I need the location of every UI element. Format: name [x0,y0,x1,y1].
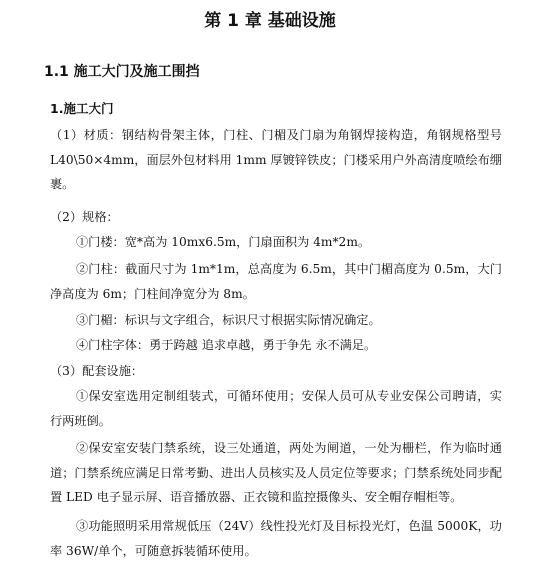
paragraph-material: （1）材质：钢结构骨架主体，门柱、门楣及门扇为角钢焊接构造，角钢规格型号 L40\50×4mm，面层外包材料用 1mm 厚镀锌铁皮；门楼采用户外高清度喷绘布绷裹。 [50,128,502,191]
section-title: 1.1 施工大门及施工围挡 [44,64,200,80]
spec-item-pillar-font: ④门柱字体：勇于跨越 追求卓越，勇于争先 永不满足。 [76,338,377,352]
facility-item-access-control: ②保安室安装门禁系统，设三处通道，两处为闸道，一处为栅栏，作为临时通道；门禁系统应满足日常考勤、进出人员核实及人员定位等要求；门禁系统处同步配置 LED 电子显示屏、语音播放器、正衣镜和监控摄像头、安全帽存帽柜等。 [50,441,502,504]
spec-item-gate-tower: ①门楼：宽*高为 10mx6.5m，门扇面积为 4m*2m。 [76,235,371,249]
spec-item-lintel: ③门楣：标识与文字组合，标识尺寸根据实际情况确定。 [76,313,381,327]
paragraph-facility-label: （3）配套设施： [50,364,144,378]
chapter-title: 第 1 章 基础设施 [204,11,336,31]
facility-item-lighting: ③功能照明采用常规低压（24V）线性投光灯及目标投光灯，色温 5000K，功率 36W/单个，可随意拆装循环使用。 [50,519,502,558]
paragraph-spec-label: （2）规格： [50,210,119,224]
spec-item-gate-pillar: ②门柱：截面尺寸为 1m*1m，总高度为 6.5m，其中门楣高度为 0.5m，大门净高度为 6m；门柱间净宽分为 8m。 [50,262,502,301]
subsection-title: 1.施工大门 [50,101,114,116]
facility-item-security-room: ①保安室选用定制组装式，可循环使用；安保人员可从专业安保公司聘请，实行两班倒。 [50,389,502,428]
